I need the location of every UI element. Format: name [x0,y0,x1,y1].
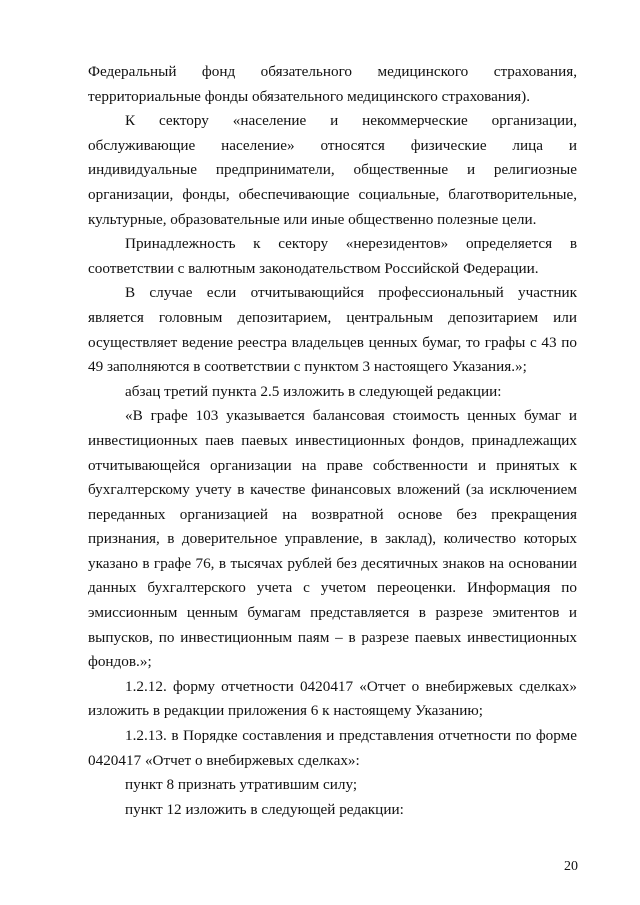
paragraph-7: 1.2.12. форму отчетности 0420417 «Отчет о внебиржевых сделках» изложить в редакции приложения 6 к настоящему Указанию; [88,677,577,720]
paragraph-9: пункт 8 признать утратившим силу; [125,776,358,794]
paragraph-5: абзац третий пункта 2.5 изложить в следующей редакции: [125,382,502,400]
paragraph-4: В случае если отчитывающийся профессиональный участник является головным депозитарием, центральным депозитарием или осуществляет ведение реестра владельцев ценных бумаг, то графы с 43 по 49 заполняются в соответствии с пунктом 3 настоящего Указания.»; [88,284,577,376]
paragraph-8: 1.2.13. в Порядке составления и представления отчетности по форме 0420417 «Отчет о внебиржевых сделках»: [88,727,577,769]
paragraph-6: «В графе 103 указывается балансовая стоимость ценных бумаг и инвестиционных паев паевых инвестиционных фондов, принадлежащих отчитывающейся организации на праве собственности и принятых к бухгалтерскому учету в качестве финансовых вложений (за исключением переданных организацией на возвратной основе без прекращения признания, в доверительное управление, в заклад), количество которых указано в графе 76, в тысячах рублей без десятичных знаков на основании данных бухгалтерского учета с учетом переоценки. Информация по эмиссионным ценным бумагам представляется в разрезе эмитентов и выпусков, по инвестиционным паям – в разрезе паевых инвестиционных фондов.»; [88,407,577,671]
paragraph-2: К сектору «население и некоммерческие организации, обслуживающие население» относятся физические лица и индивидуальные предприниматели, общественные и религиозные организации, фонды, обеспечивающие социальные, благотворительные, культурные, образовательные или иные общественно полезные цели. [88,112,577,228]
body-text [88,60,577,822]
page-number: 20 [564,859,578,874]
paragraph-10: пункт 12 изложить в следующей редакции: [125,800,404,818]
paragraph-1: Федеральный фонд обязательного медицинского страхования, территориальные фонды обязательного медицинского страхования). [88,63,577,105]
paragraph-3: Принадлежность к сектору «нерезидентов» определяется в соответствии с валютным законодательством Российской Федерации. [88,235,577,277]
